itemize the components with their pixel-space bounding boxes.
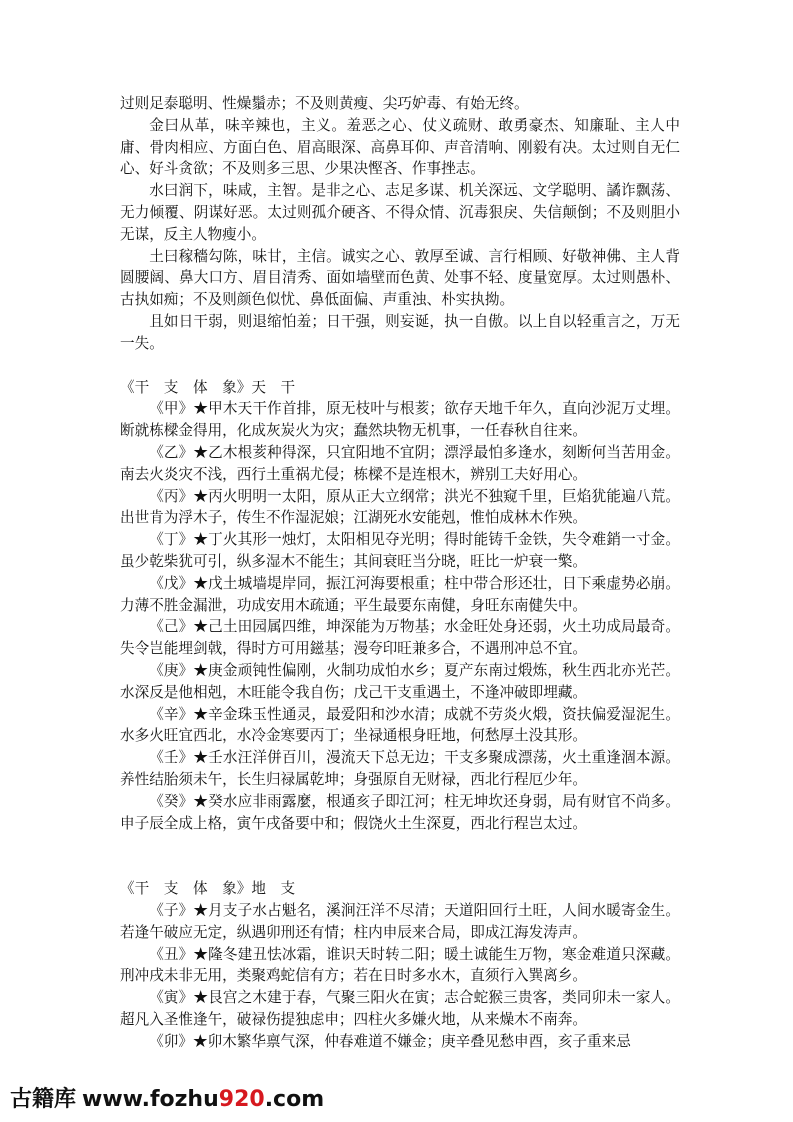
- paragraph-conclusion: 且如日干弱，则退缩怕羞；日干强，则妄诞，执一自傲。以上自以轻重言之，万无一失。: [120, 312, 680, 352]
- document-page: [120, 93, 680, 1053]
- branch-entry-yin: 《寅》★艮宫之木建于春，气聚三阳火在寅；志合蛇猴三贵客，类同卯未一家人。超凡入圣惟逢午，破禄伤提独虑申；四柱火多嫌火地，从来燥木不南奔。: [120, 989, 680, 1029]
- paragraph-metal: 金曰从革，味辛辣也，主义。羞恶之心、仗义疏财、敢勇豪杰、知廉耻、主人中庸、骨肉相应、方面白色、眉高眼深、高鼻耳仰、声音清响、刚毅有决。太过则自无仁心、好斗贪欲；不及则多三思、少果决慳吝、作事挫志。: [120, 116, 680, 178]
- stem-entry-yi: 《乙》★乙木根荄种得深，只宜阳地不宜阴；漂浮最怕多逢水，刻断何当苦用金。南去火炎灾不浅，西行土重祸尤侵；栋樑不是连根木，辨别工夫好用心。: [120, 443, 680, 483]
- stem-entry-xin: 《辛》★辛金珠玉性通灵，最爱阳和沙水清；成就不劳炎火煅，资扶偏爱湿泥生。水多火旺宜西北，水冷金寒要丙丁；坐禄通根身旺地，何愁厚土没其形。: [120, 705, 680, 745]
- stem-entry-ren: 《壬》★壬水汪洋併百川，漫流天下总无边；干支多聚成漂荡，火土重逢涸本源。养性结胎须未午，长生归禄属乾坤；身强原自无财禄，西北行程厄少年。: [120, 749, 680, 788]
- paragraph-earth: 土曰稼穡勾陈，味甘，主信。诚实之心、敦厚至诚、言行相顾、好敬神佛、主人背圆腰阔、鼻大口方、眉目清秀、面如墙壁而色黄、处事不轻、度量宽厚。太过则愚朴、古执如痴；不及则颜色似忧、鼻低面偏、声重浊、朴实执拗。: [120, 247, 680, 309]
- footer-url-number: 920: [218, 1087, 265, 1112]
- branch-entry-zi: 《子》★月支子水占魁名，溪涧汪洋不尽清；天道阳回行土旺，人间水暖寄金生。若逢午破应无定，纵遇卯刑还有情；柱内申辰来合局，即成江海发涛声。: [120, 902, 680, 941]
- stem-entry-ji: 《己》★己土田园属四维，坤深能为万物基；水金旺处身还弱，火土功成局最奇。失令岂能埋剑戟，得时方可用鎡基；漫夸印旺兼多合，不遇刑冲总不宜。: [120, 618, 680, 658]
- footer-url-prefix: www.fozhu: [82, 1087, 219, 1112]
- footer-url-suffix: .com: [264, 1087, 325, 1112]
- section-tiangan: [120, 377, 680, 835]
- paragraph-intro-0: 过则足泰聪明、性燥鬚赤；不及则黄瘦、尖巧妒毒、有始无终。: [120, 95, 529, 112]
- footer-watermark[interactable]: [10, 1085, 325, 1115]
- section-heading-dizhi: 《干 支 体 象》地 支: [120, 880, 296, 898]
- section-heading-tiangan: 《干 支 体 象》天 干: [120, 378, 296, 396]
- stem-entry-bing: 《丙》★丙火明明一太阳，原从正大立纲常；洪光不独窥千里，巨焰犹能遍八荒。出世肯为浮木子，传生不作湿泥娘；江湖死水安能剋，惟怕成林木作殃。: [120, 487, 680, 527]
- intro-section: [120, 93, 680, 355]
- stem-entry-jia: 《甲》★甲木天干作首排，原无枝叶与根荄；欲存天地千年久，直向沙泥万丈埋。断就栋樑金得用，化成灰炭火为灾；蠢然块物无机事，一任春秋自往来。: [120, 400, 680, 440]
- section-spacer: [120, 834, 680, 878]
- stem-entry-ding: 《丁》★丁火其形一烛灯，太阳相见夺光明；得时能铸千金铁，失令难銷一寸金。虽少乾柴犹可引，纵多湿木不能生；其间衰旺当分晓，旺比一炉衰一檠。: [120, 531, 680, 570]
- stem-entry-wu: 《戊》★戊土城墙堤岸同，振江河海要根重；柱中带合形还壮，日下乘虚势必崩。力薄不胜金漏泄，功成安用木疏通；平生最要东南健，身旺东南健失中。: [120, 574, 680, 614]
- stem-entry-geng: 《庚》★庚金顽钝性偏刚，火制功成怕水乡；夏产东南过煅炼，秋生西北亦光芒。水深反是他相剋，木旺能令我自伤；戊己干支重遇土，不逢冲破即埋藏。: [120, 661, 680, 701]
- footer-brand: 古籍库: [10, 1087, 77, 1112]
- branch-entry-mao: 《卯》★卯木繁华禀气深，仲春难道不嫌金；庚辛叠见愁申酉，亥子重来忌: [149, 1032, 631, 1050]
- branch-entry-chou: 《丑》★隆冬建丑怯冰霜，谁识天时转二阳；暖土诚能生万物，寒金难道只深藏。刑冲戌未非无用，类聚鸡蛇信有方；若在日时多水木，直须行入巽离乡。: [120, 945, 680, 985]
- paragraph-water: 水曰润下，味咸，主智。是非之心、志足多谋、机关深远、文学聪明、譎诈飘荡、无力倾覆、阴谋好恶。太过则孤介硬吝、不得众情、沉毒狠戾、失信颠倒；不及则胆小无谋，反主人物瘦小。: [120, 182, 680, 243]
- section-dizhi: [120, 878, 680, 1052]
- stem-entry-gui: 《癸》★癸水应非雨露麼，根通亥子即江河；柱无坤坎还身弱，局有财官不尚多。申子辰全成上格，寅午戌备要中和；假饶火土生深夏，西北行程岂太过。: [120, 792, 680, 832]
- section-spacer: [120, 355, 680, 377]
